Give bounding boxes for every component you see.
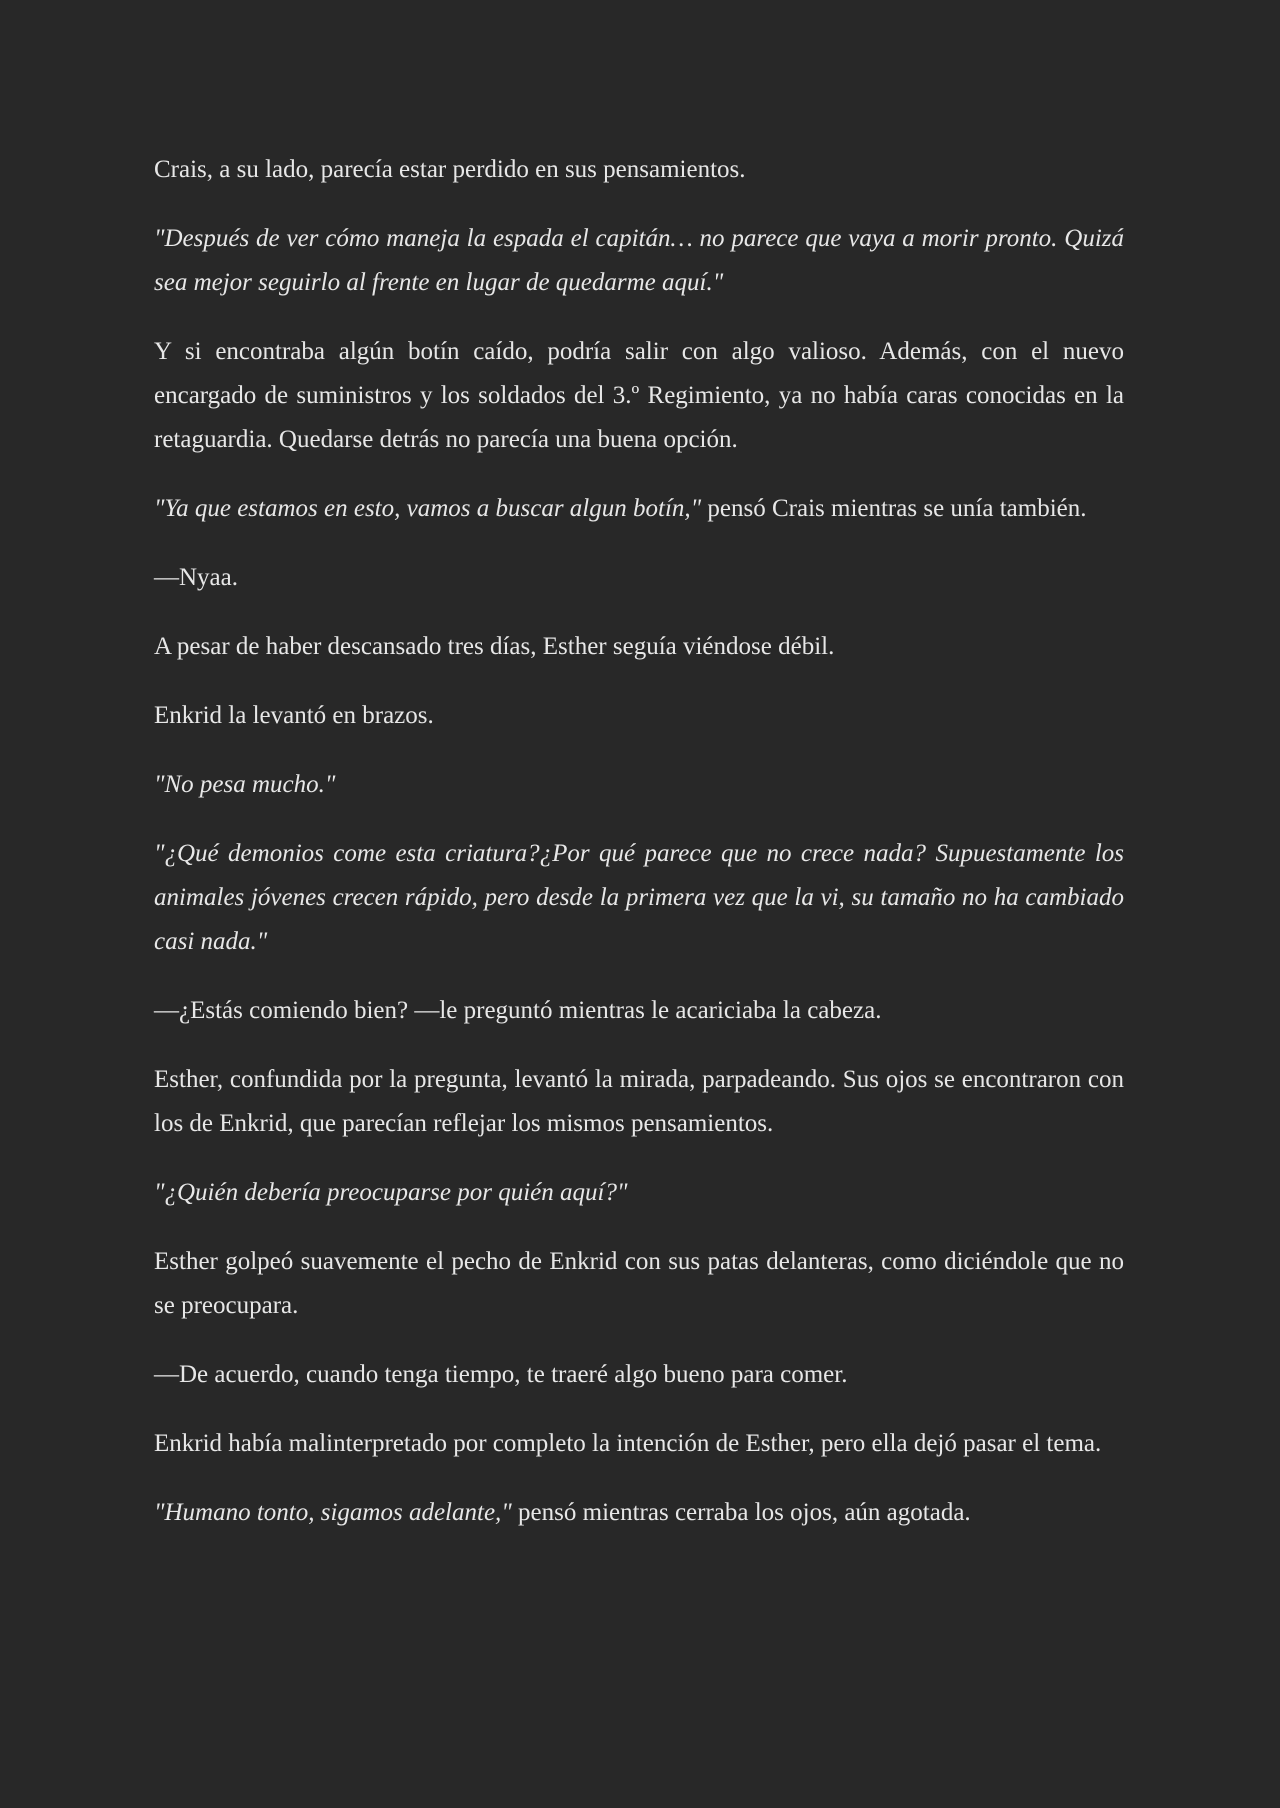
reader-text xyxy=(154,148,1124,1560)
thought-text: "¿Quién debería preocuparse por quién aquí?" xyxy=(154,1179,628,1206)
paragraph xyxy=(154,217,1124,305)
paragraph xyxy=(154,832,1124,964)
thought-text: "¿Qué demonios come esta criatura?¿Por qué parece que no crece nada? Supuestamente los animales jóvenes crecen rápido, pero desde la primera vez que la vi, su tamaño no ha cambiado casi nada." xyxy=(154,840,1124,955)
paragraph xyxy=(154,1491,1124,1535)
paragraph xyxy=(154,556,1124,600)
paragraph xyxy=(154,694,1124,738)
paragraph xyxy=(154,763,1124,807)
paragraph xyxy=(154,148,1124,192)
thought-text: "No pesa mucho." xyxy=(154,771,336,798)
paragraph xyxy=(154,1240,1124,1328)
paragraph xyxy=(154,330,1124,462)
narration-text: —De acuerdo, cuando tenga tiempo, te traeré algo bueno para comer. xyxy=(154,1361,848,1388)
thought-text: "Humano tonto, sigamos adelante," xyxy=(154,1499,512,1526)
narration-text: pensó Crais mientras se unía también. xyxy=(701,495,1087,522)
narration-text: Y si encontraba algún botín caído, podría salir con algo valioso. Además, con el nuevo encargado de suministros y los soldados del 3.º Regimiento, ya no había caras conocidas en la retaguardia. Quedarse detrás no parecía una buena opción. xyxy=(154,338,1124,453)
narration-text: —¿Estás comiendo bien? —le preguntó mientras le acariciaba la cabeza. xyxy=(154,997,882,1024)
narration-text: pensó mientras cerraba los ojos, aún agotada. xyxy=(511,1499,971,1526)
paragraph xyxy=(154,487,1124,531)
paragraph xyxy=(154,1353,1124,1397)
narration-text: Enkrid había malinterpretado por completo la intención de Esther, pero ella dejó pasar el tema. xyxy=(154,1430,1102,1457)
narration-text: A pesar de haber descansado tres días, Esther seguía viéndose débil. xyxy=(154,633,835,660)
paragraph xyxy=(154,1422,1124,1466)
paragraph xyxy=(154,625,1124,669)
paragraph xyxy=(154,989,1124,1033)
narration-text: Esther golpeó suavemente el pecho de Enkrid con sus patas delanteras, como diciéndole que no se preocupara. xyxy=(154,1248,1124,1319)
thought-text: "Ya que estamos en esto, vamos a buscar algun botín," xyxy=(154,495,702,522)
narration-text: Enkrid la levantó en brazos. xyxy=(154,702,434,729)
narration-text: —Nyaa. xyxy=(154,564,238,591)
thought-text: "Después de ver cómo maneja la espada el capitán… no parece que vaya a morir pronto. Quizá sea mejor seguirlo al frente en lugar de quedarme aquí." xyxy=(154,225,1124,296)
paragraph xyxy=(154,1058,1124,1146)
narration-text: Crais, a su lado, parecía estar perdido en sus pensamientos. xyxy=(154,156,746,183)
narration-text: Esther, confundida por la pregunta, levantó la mirada, parpadeando. Sus ojos se encontraron con los de Enkrid, que parecían reflejar los mismos pensamientos. xyxy=(154,1066,1124,1137)
paragraph xyxy=(154,1171,1124,1215)
